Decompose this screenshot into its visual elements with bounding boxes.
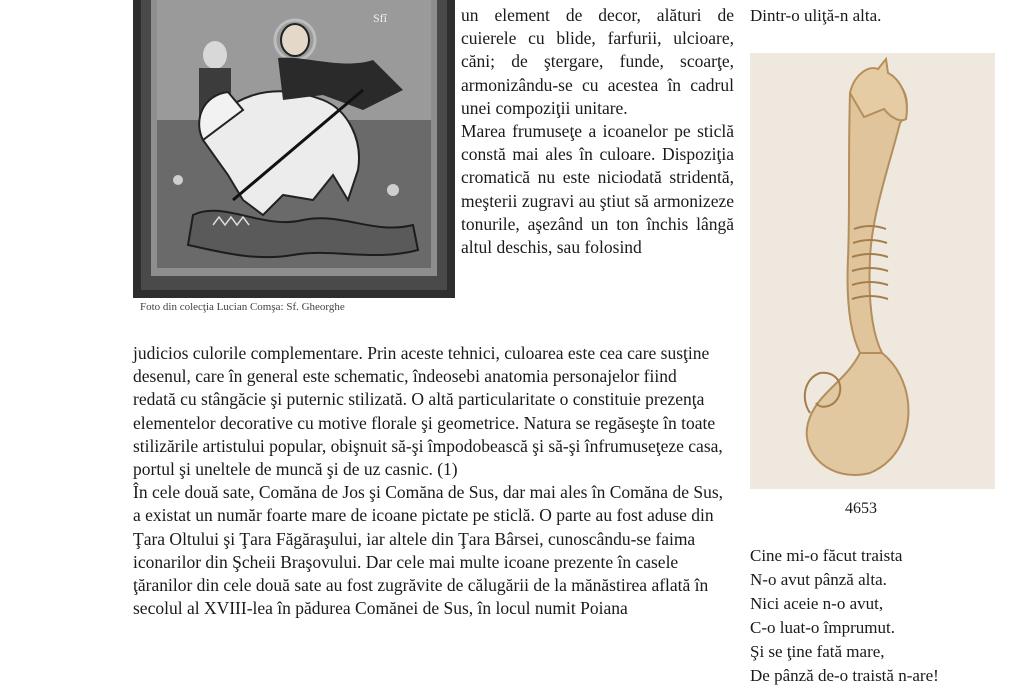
photo-caption: Foto din colecţia Lucian Comşa: Sf. Gheorghe: [140, 301, 345, 313]
saint-george-icon-photo: [133, 0, 455, 298]
verse-line: Şi se ţine fată mare,: [750, 642, 885, 661]
paragraph: Marea frumuseţe a icoanelor pe sticlă constă mai ales în culoare. Dispoziţia cromatică nu este niciodată stridentă, meşterii zugravi au ştiut să armonizeze tonurile, aşezând un ton închis lângă altul deschis, sau folosind: [461, 121, 734, 258]
verse-line: Cine mi-o făcut traista: [750, 546, 903, 565]
verse-top: [750, 4, 881, 28]
carved-spoon-icon: [750, 53, 995, 489]
paragraph: judicios culorile complementare. Prin aceste tehnici, culoarea este cea care susţine desenul, care în general este schematic, îndeosebi anatomia personajelor fiind redată cu stângăcie şi puternic stilizată. O altă particularitate o constituie prezenţa elementelor decorative cu motive florale şi geometrice. Natura se regăseşte în toate stilizările artistului popular, obişnuit să-şi împodobească şi să-şi înfrumuseţeze casa, portul şi uneltele de muncă şi de uz casnic. (1): [133, 343, 723, 480]
verse-line: N-o avut pânză alta.: [750, 570, 887, 589]
saint-george-painting-icon: [133, 0, 455, 298]
verse-line: C-o luat-o împrumut.: [750, 618, 895, 637]
object-number: 4653: [845, 500, 877, 517]
verse-line: Dintr-o uliţă-n alta.: [750, 6, 882, 25]
icon-inscription: Sfî: [373, 11, 388, 25]
paragraph: un element de decor, alături de cuierele cu blide, farfurii, ulcioare, căni; de ştergare, funde, scoarţe, armonizându-se cu acestea în cadrul unei compoziţii unitare.: [461, 5, 734, 118]
text-column-wide: [133, 342, 723, 620]
verse-line: Nici aceie n-o avut,: [750, 594, 884, 613]
text-column-narrow: [461, 4, 734, 259]
verse-bottom: [750, 544, 939, 688]
carved-spoon-photo: [750, 53, 995, 489]
verse-line: De pânză de-o traistă n-are!: [750, 666, 939, 685]
paragraph: În cele două sate, Comăna de Jos şi Comăna de Sus, dar mai ales în Comăna de Sus, a existat un număr foarte mare de icoane pictate pe sticlă. O parte au fost aduse din Ţara Oltului şi Ţara Făgăraşului, iar altele din Ţara Bârsei, cunoscându-se faima iconarilor din Şcheii Braşovului. Dar cele mai multe icoane prezente în casele ţăranilor din cele două sate au fost zugrăvite de călugării de la mănăstirea aflată în secolul al XVIII-lea în pădurea Comănei de Sus, în locul numit Poiana: [133, 482, 724, 619]
